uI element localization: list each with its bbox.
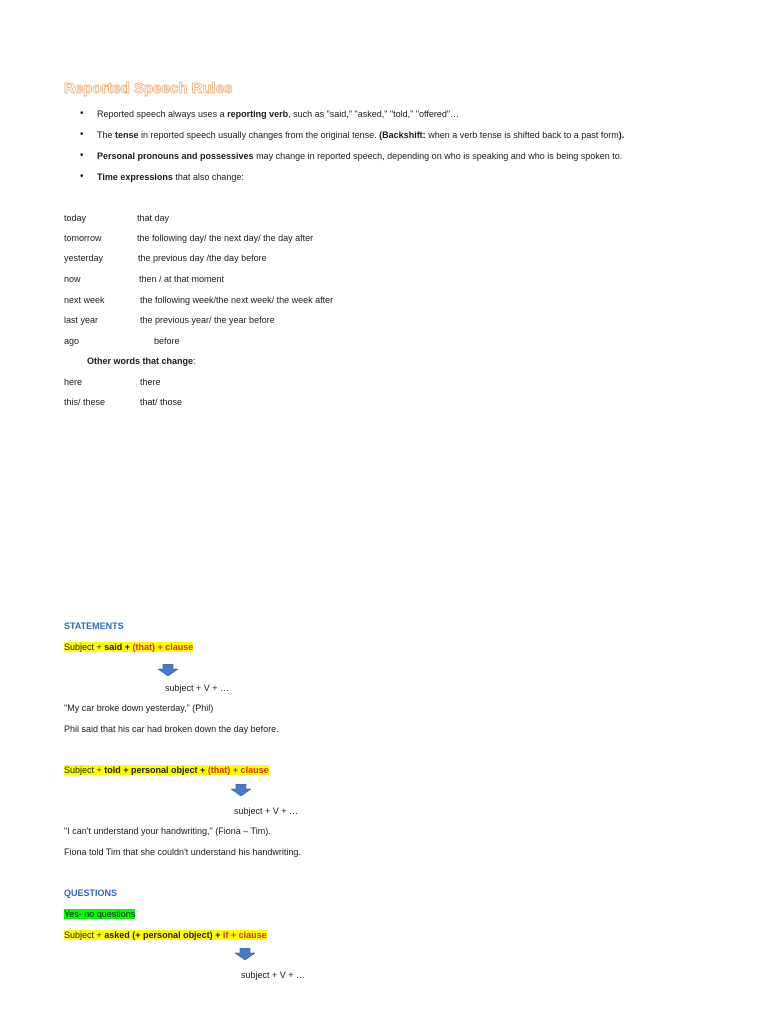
page-title: Reported Speech Rules bbox=[64, 80, 233, 97]
down-arrow-icon bbox=[158, 664, 178, 676]
other-word-row bbox=[0, 396, 768, 410]
down-arrow-icon bbox=[231, 784, 251, 796]
reported-term: the following day/ the next day/ the day after bbox=[137, 233, 314, 243]
rules-list bbox=[80, 108, 624, 192]
statements-heading: STATEMENTS bbox=[64, 621, 124, 631]
list-item: • Time expressions that also change: bbox=[80, 171, 624, 192]
reported-term: there bbox=[140, 377, 161, 387]
direct-term: next week bbox=[64, 295, 105, 305]
statement-formula-told: Subject + told + personal object + (that) + clause bbox=[64, 765, 269, 775]
yes-no-questions-label: Yes- no questions bbox=[64, 909, 136, 919]
reported-term: the previous year/ the year before bbox=[140, 315, 275, 325]
reported-term: the following week/the next week/ the week after bbox=[140, 295, 334, 305]
direct-term: here bbox=[64, 377, 83, 387]
direct-speech-example: "My car broke down yesterday," (Phil) bbox=[64, 703, 214, 713]
time-expression-row bbox=[0, 294, 768, 308]
direct-term: today bbox=[64, 213, 87, 223]
time-expression-row bbox=[0, 335, 768, 349]
reported-term: that/ those bbox=[140, 397, 183, 407]
other-words-heading: Other words that change: bbox=[87, 356, 196, 366]
time-expression-row bbox=[0, 273, 768, 287]
clause-structure: subject + V + … bbox=[241, 970, 306, 980]
direct-speech-example: "I can't understand your handwriting," (Fiona – Tim). bbox=[64, 826, 271, 836]
reported-speech-example: Fiona told Tim that she couldn't understand his handwriting. bbox=[64, 847, 301, 857]
reported-term: then / at that moment bbox=[139, 274, 225, 284]
statement-formula-said: Subject + said + (that) + clause bbox=[64, 642, 194, 652]
reported-term: that day bbox=[137, 213, 170, 223]
reported-term: before bbox=[154, 336, 180, 346]
reported-speech-example: Phil said that his car had broken down the day before. bbox=[64, 724, 279, 734]
other-word-row bbox=[0, 376, 768, 390]
direct-term: yesterday bbox=[64, 253, 104, 263]
down-arrow-icon bbox=[235, 948, 255, 960]
time-expression-row bbox=[0, 212, 768, 226]
direct-term: last year bbox=[64, 315, 99, 325]
direct-term: this/ these bbox=[64, 397, 106, 407]
clause-structure: subject + V + … bbox=[165, 683, 230, 693]
question-formula-asked: Subject + asked (+ personal object) + if + clause bbox=[64, 930, 267, 940]
list-item: • The tense in reported speech usually changes from the original tense. (Backshift: when a verb tense is shifted back to a past form). bbox=[80, 129, 624, 150]
reported-term: the previous day /the day before bbox=[138, 253, 267, 263]
time-expression-row bbox=[0, 314, 768, 328]
clause-structure: subject + V + … bbox=[234, 806, 299, 816]
time-expression-row bbox=[0, 252, 768, 266]
direct-term: ago bbox=[64, 336, 80, 346]
time-expression-row bbox=[0, 232, 768, 246]
list-item: • Reported speech always uses a reporting verb, such as "said," "asked," "told," "offered"… bbox=[80, 108, 624, 129]
list-item: • Personal pronouns and possessives may change in reported speech, depending on who is speaking and who is being spoken to. bbox=[80, 150, 624, 171]
questions-heading: QUESTIONS bbox=[64, 888, 118, 898]
direct-term: now bbox=[64, 274, 81, 284]
direct-term: tomorrow bbox=[64, 233, 102, 243]
